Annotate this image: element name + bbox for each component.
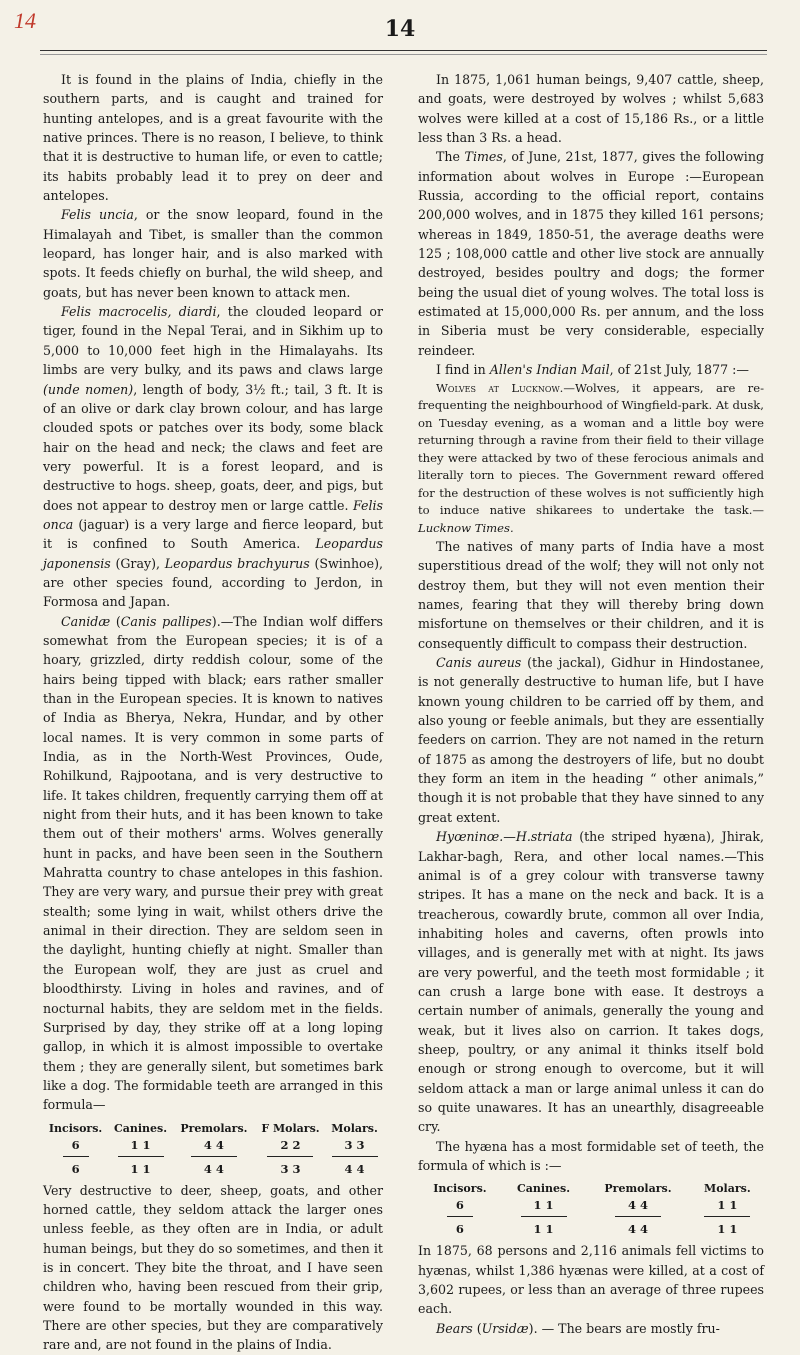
text-run: Canidæ <box>61 613 111 629</box>
text-run: In 1875, 68 persons and 2,116 animals fell victims to hyænas, whilst 1,386 hyænas were killed, at a cost of 3,602 rupees, or less than an average of three rupees each. <box>418 1243 764 1317</box>
paragraph <box>43 70 383 205</box>
text-run: Bears <box>436 1320 473 1336</box>
fraction-bar <box>615 1216 661 1217</box>
paragraph <box>418 147 764 360</box>
text-run: Times <box>464 149 503 165</box>
fraction-bar <box>704 1216 750 1217</box>
fraction-bar <box>118 1156 164 1157</box>
paragraph <box>418 1319 764 1338</box>
text-run: The hyæna has a most formidable set of teeth, the formula of which is :— <box>418 1138 764 1173</box>
dental-formula <box>43 1121 383 1177</box>
text-run: ).—The Indian wolf differs somewhat from the European species; it is of a hoary, grizzled, dirty reddish colour, some of the hairs being tipped with black; ears rather smaller than in the European species. It is known to natives of India as Bherya, Nekra, Hundar, and by other local names. It is very common in some parts of India, as in the North-West Provinces, Oude, Rohilkund, Rajpootana, and is very destructive to life. It takes children, frequently carrying them off at night from their huts, and it has been known to take them out of their mothers' arms. Wolves generally hunt in packs, and have been seen in the Southern Mahratta country to chase antelopes in this fashion. They are very wary, and pursue their prey with great stealth; some lying in wait, whilst others drive the animal in their direction. They are seldom seen in the daylight, hunting chiefly at night. Smaller than the European wolf, they are just as cruel and bloodthirsty. Living in holes and ravines, and of nocturnal habits, they are seldom met in the fields. Surprised by day, they strike off at a long loping gallop, in which it is almost impossible to overtake them ; they are generally silent, but sometimes bark like a dog. The formidable teeth are arranged in this formula— <box>43 613 383 1113</box>
paragraph <box>43 302 383 612</box>
formula-cell: 4 4 <box>627 1198 648 1213</box>
header-rule <box>40 50 767 51</box>
formula-cell: 1 1 <box>130 1137 151 1152</box>
newspaper-quote <box>418 380 764 538</box>
formula-cell: 3 3 <box>280 1161 301 1176</box>
text-run: ( <box>110 613 121 629</box>
page-number: 14 <box>384 16 416 42</box>
text-run: Allen's Indian Mail <box>489 362 610 378</box>
text-run: (Gray), <box>110 555 165 571</box>
paragraph <box>418 653 764 827</box>
fraction-bar <box>447 1216 473 1217</box>
right-column <box>418 70 764 1338</box>
paragraph <box>418 827 764 1137</box>
formula-cell: 1 1 <box>717 1198 738 1213</box>
text-run: Felis macrocelis, diardi <box>61 304 217 320</box>
fraction-bar <box>332 1156 378 1157</box>
text-run: —Wolves, it appears, are re-frequenting the neighbourhood of Wingfield-park. At dusk, on Tuesday evening, as a woman and a little boy were returning through a ravine from their field to their village they were attacked by two of these ferocious animals and literally torn to pieces. The Government reward offered for the destruction of these wolves is not sufficiently high to induce native shikarees to undertake the task.— <box>418 380 764 517</box>
formula-cell: Canines. <box>516 1182 571 1196</box>
text-run: ). — The bears are mostly fru- <box>528 1320 720 1336</box>
paragraph <box>418 360 764 379</box>
formula-cell: 6 <box>455 1198 464 1213</box>
text-run: Felis uncia <box>61 207 134 223</box>
paragraph <box>43 1181 383 1355</box>
formula-cell: 4 4 <box>344 1161 365 1176</box>
paragraph <box>43 612 383 1115</box>
formula-cell: 2 2 <box>280 1137 301 1152</box>
formula-cell: Molars. <box>704 1182 751 1196</box>
left-column <box>43 70 383 1355</box>
text-run: , of 21st July, 1877 :— <box>609 362 749 378</box>
text-run: In 1875, 1,061 human beings, 9,407 cattle, sheep, and goats, were destroyed by wolves ; whilst 5,683 wolves were killed at a cost of 15,186 Rs., or a little less than 3 Rs. a head. <box>418 72 764 146</box>
formula-cell: Premolars. <box>180 1121 248 1135</box>
text-run: The <box>436 149 465 165</box>
text-run: (the striped hyæna), Jhirak, Lakhar-bagh, Rera, and other local names.—This animal is of a grey colour with transverse tawny stripes. It has a mane on the neck and back. It is a treacherous, cowardly brute, common all over India, inhabiting holes and caverns, often prowls into villages, and is generally met with at night. Its jaws are very powerful, and the teeth most formidable ; it can crush a large bone with ease. It destroys a certain number of animals, generally the young and weak, but it lives also on carrion. It takes dogs, sheep, poultry, or any animal it thinks itself bold enough or strong enough to overcome, but it will seldom attack a man or large animal unless it can do so quite unawares. It has an unearthly, disagreeable cry. <box>418 829 764 1135</box>
paragraph <box>418 1241 764 1318</box>
text-run: Canis pallipes <box>120 613 212 629</box>
dental-formula <box>418 1181 764 1237</box>
formula-cell: F Molars. <box>261 1121 320 1135</box>
text-run: Canis aureus <box>436 655 522 671</box>
paragraph <box>418 537 764 653</box>
text-run: Lucknow Times. <box>418 520 514 535</box>
formula-cell: 4 4 <box>203 1137 224 1152</box>
formula-cell: 6 <box>71 1161 80 1176</box>
formula-cell: 3 3 <box>344 1137 365 1152</box>
text-run: Hyœninœ.—H.striata <box>436 829 573 845</box>
text-run: Leopardus brachyurus <box>164 555 310 571</box>
formula-cell: 6 <box>455 1222 464 1237</box>
fraction-bar <box>267 1156 313 1157</box>
formula-cell: Incisors. <box>48 1121 103 1135</box>
text-run: ( <box>472 1320 482 1336</box>
fraction-bar <box>63 1156 89 1157</box>
text-run: (the jackal), Gidhur in Hindostanee, is not generally destructive to human life, but I have known young children to be carried off by them, and also young or feeble animals, but they are essentially feeders on carrion. They are not named in the return of 1875 as among the destroyers of life, but no doubt they form an item in the heading “ other animals,” though it is not probable that they have sinned to any great extent. <box>418 655 765 825</box>
text-run: (unde nomen) <box>43 381 134 397</box>
fraction-bar <box>191 1156 237 1157</box>
paragraph <box>43 205 383 302</box>
formula-cell: 1 1 <box>533 1222 554 1237</box>
text-run: , length of body, 3½ ft.; tail, 3 ft. It is of an olive or dark clay brown colour, and has large clouded spots or patches over its body, some black hair on the head and neck; the claws and feet are very powerful. It is a forest leopard, and is destructive to hogs. sheep, goats, deer, and pigs, but does not appear to destroy men or large cattle. <box>43 381 383 513</box>
text-run: Ursidæ <box>481 1320 529 1336</box>
formula-cell: 1 1 <box>717 1222 738 1237</box>
fraction-bar <box>521 1216 567 1217</box>
text-run: (Swinhoe), are other species found, according to Jerdon, in Formosa and Japan. <box>43 555 384 610</box>
text-run: It is found in the plains of India, chiefly in the southern parts, and is caught and trained for hunting antelopes, and is a great favourite with the native princes. There is no reason, I believe, to think that it is destructive to human life, or even to cattle; its habits probably lead it to prey on deer and antelopes. <box>43 72 383 204</box>
text-run: Wolves at Lucknow. <box>436 380 564 395</box>
text-run: , of June, 21st, 1877, gives the following information about wolves in Europe :—European Russia, according to the official report, contains 200,000 wolves, and in 1875 they killed 161 persons; whereas in 1849, 1850-51, the average deaths were 125 ; 108,000 cattle and other live stock are annually destroyed, besides poultry and dogs; the former being the usual diet of young wolves. The total loss is estimated at 15,000,000 Rs. per annum, and the loss in Siberia must be very considerable, especially reindeer. <box>418 149 765 358</box>
paragraph <box>418 70 764 147</box>
text-run: Felis onca <box>43 497 383 532</box>
formula-cell: Incisors. <box>433 1182 487 1196</box>
formula-cell: Canines. <box>113 1121 168 1135</box>
text-run: I find in <box>436 362 490 378</box>
handwritten-page-mark: 14 <box>14 8 36 33</box>
header-rule-thin <box>40 54 767 55</box>
formula-cell: 1 1 <box>130 1161 151 1176</box>
formula-cell: 4 4 <box>203 1161 224 1176</box>
text-run: Leopardus japonensis <box>43 536 383 571</box>
text-run: (jaguar) is a very large and fierce leopard, but it is confined to South America. <box>43 516 383 552</box>
formula-cell: Molars. <box>331 1121 378 1135</box>
text-run: , the clouded leopard or tiger, found in the Nepal Terai, and in Sikhim up to 5,000 to 10,000 feet high in the Himalayahs. Its limbs are very bulky, and its paws and claws large <box>43 304 384 378</box>
formula-cell: Premolars. <box>604 1182 672 1196</box>
formula-cell: 1 1 <box>533 1198 554 1213</box>
text-run: The natives of many parts of India have a most superstitious dread of the wolf; they will not only not destroy them, but they will not even mention their names, fearing that they will thereby bring down misfortune on themselves or their children, and it is consequently difficult to compass their destruction. <box>418 539 764 651</box>
formula-cell: 4 4 <box>627 1222 648 1237</box>
paragraph <box>418 1137 764 1176</box>
formula-cell: 6 <box>71 1137 80 1152</box>
text-run: , or the snow leopard, found in the Himalayah and Tibet, is smaller than the common leopard, has longer hair, and is also marked with spots. It feeds chiefly on burhal, the wild sheep, and goats, but has never been known to attack men. <box>43 207 383 300</box>
text-run: Very destructive to deer, sheep, goats, and other horned cattle, they seldom attack the larger ones unless feeble, as they often are in India, or adult human beings, but they do so sometimes, and then it is in concert. They bite the throat, and I have seen children who, having been rescued from their grip, were found to be mortally wounded in this way. There are other species, but they are comparatively rare and, are not found in the plains of India. <box>43 1182 383 1353</box>
